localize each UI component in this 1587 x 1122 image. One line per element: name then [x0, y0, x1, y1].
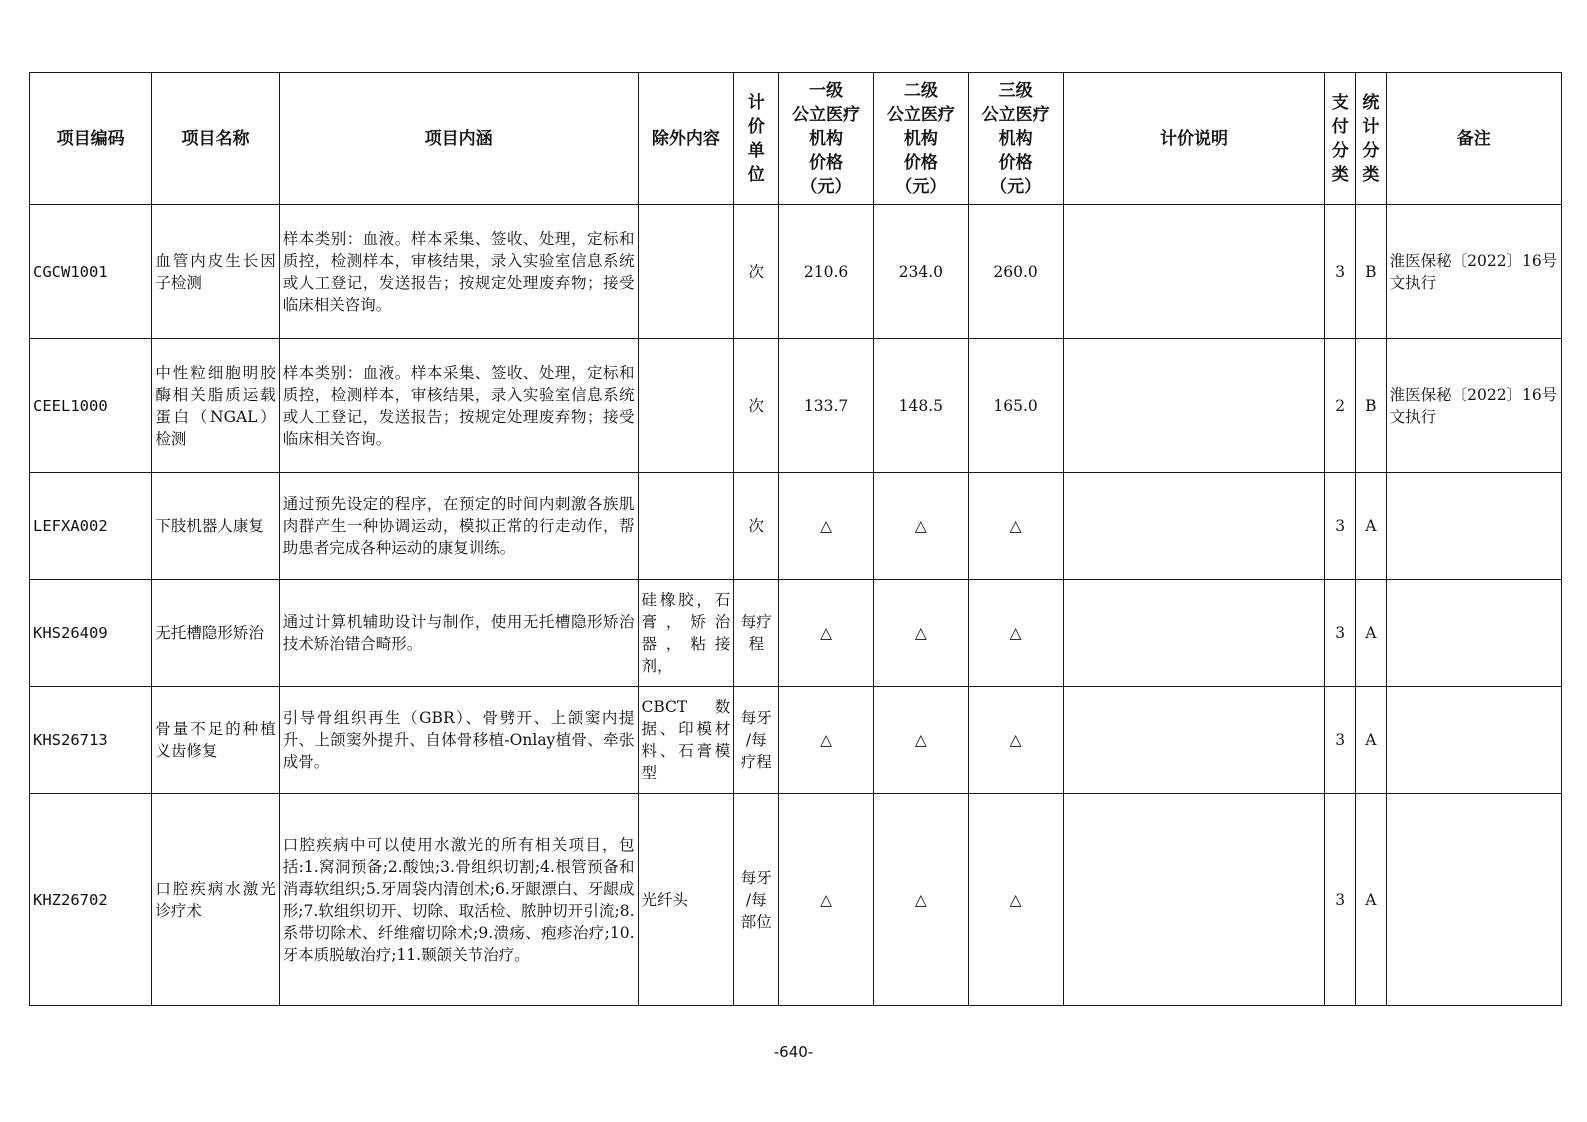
item-pricing-note [1063, 205, 1325, 339]
item-statistics-class: B [1356, 205, 1387, 339]
item-content: 引导骨组织再生（GBR）、骨劈开、上颌窦内提升、上颌窦外提升、自体骨移植-Onlay植骨、牵张成骨。 [279, 687, 638, 794]
item-content: 通过预先设定的程序，在预定的时间内刺激各族肌肉群产生一种协调运动，模拟正常的行走动作，帮助患者完成各种运动的康复训练。 [279, 473, 638, 580]
item-price-level1: △ [779, 580, 874, 687]
item-code: CEEL1000 [30, 339, 152, 473]
item-name: 骨量不足的种植义齿修复 [152, 687, 279, 794]
table-row [30, 687, 1562, 794]
item-code: KHS26713 [30, 687, 152, 794]
header-row [30, 73, 1562, 205]
item-price-level3: △ [968, 580, 1063, 687]
item-payment-class: 2 [1325, 339, 1356, 473]
item-price-level1: △ [779, 794, 874, 1006]
header-unit: 计 价 单 位 [734, 73, 779, 205]
item-code: CGCW1001 [30, 205, 152, 339]
item-pricing-note [1063, 794, 1325, 1006]
item-remark [1386, 687, 1561, 794]
item-remark [1386, 473, 1561, 580]
item-price-level1: 210.6 [779, 205, 874, 339]
item-price-level3: 260.0 [968, 205, 1063, 339]
item-code: KHZ26702 [30, 794, 152, 1006]
item-unit: 次 [734, 205, 779, 339]
table-row [30, 580, 1562, 687]
header-price-level2: 二级 公立医疗 机构 价格 （元） [873, 73, 968, 205]
item-price-level1: △ [779, 687, 874, 794]
item-pricing-note [1063, 473, 1325, 580]
item-pricing-note [1063, 580, 1325, 687]
item-price-level3: △ [968, 473, 1063, 580]
item-payment-class: 3 [1325, 473, 1356, 580]
table-row [30, 794, 1562, 1006]
item-remark: 淮医保秘〔2022〕16号文执行 [1386, 339, 1561, 473]
item-payment-class: 3 [1325, 794, 1356, 1006]
item-remark: 淮医保秘〔2022〕16号文执行 [1386, 205, 1561, 339]
item-pricing-note [1063, 687, 1325, 794]
item-name: 下肢机器人康复 [152, 473, 279, 580]
item-statistics-class: A [1356, 794, 1387, 1006]
item-unit: 每牙 /每 部位 [734, 794, 779, 1006]
header-price-level3: 三级 公立医疗 机构 价格 （元） [968, 73, 1063, 205]
item-content: 通过计算机辅助设计与制作，使用无托槽隐形矫治技术矫治错合畸形。 [279, 580, 638, 687]
item-statistics-class: A [1356, 580, 1387, 687]
header-price-level1: 一级 公立医疗 机构 价格 （元） [779, 73, 874, 205]
item-price-level2: △ [873, 794, 968, 1006]
item-excluded: 光纤头 [638, 794, 734, 1006]
item-unit: 每疗 程 [734, 580, 779, 687]
header-name: 项目名称 [152, 73, 279, 205]
item-remark [1386, 794, 1561, 1006]
header-code: 项目编码 [30, 73, 152, 205]
item-excluded [638, 473, 734, 580]
item-price-level2: △ [873, 687, 968, 794]
item-code: KHS26409 [30, 580, 152, 687]
item-unit: 次 [734, 339, 779, 473]
item-code: LEFXA002 [30, 473, 152, 580]
item-price-level3: △ [968, 794, 1063, 1006]
header-content: 项目内涵 [279, 73, 638, 205]
item-payment-class: 3 [1325, 205, 1356, 339]
header-statistics-class: 统 计 分 类 [1356, 73, 1387, 205]
item-name: 中性粒细胞明胶酶相关脂质运载蛋白（NGAL）检测 [152, 339, 279, 473]
item-price-level2: 234.0 [873, 205, 968, 339]
item-payment-class: 3 [1325, 687, 1356, 794]
pricing-table [29, 72, 1562, 1006]
item-price-level1: 133.7 [779, 339, 874, 473]
header-excluded: 除外内容 [638, 73, 734, 205]
item-statistics-class: A [1356, 687, 1387, 794]
item-pricing-note [1063, 339, 1325, 473]
item-price-level2: △ [873, 580, 968, 687]
item-name: 无托槽隐形矫治 [152, 580, 279, 687]
item-statistics-class: B [1356, 339, 1387, 473]
item-remark [1386, 580, 1561, 687]
item-excluded: CBCT数据、印模材料、石膏模型 [638, 687, 734, 794]
item-excluded: 硅橡胶，石膏，矫治器，粘接剂， [638, 580, 734, 687]
item-name: 口腔疾病水激光诊疗术 [152, 794, 279, 1006]
table-row [30, 473, 1562, 580]
item-payment-class: 3 [1325, 580, 1356, 687]
item-content: 样本类别：血液。样本采集、签收、处理，定标和质控，检测样本，审核结果，录入实验室信息系统或人工登记，发送报告；按规定处理废弃物；接受临床相关咨询。 [279, 205, 638, 339]
item-content: 样本类别：血液。样本采集、签收、处理，定标和质控，检测样本，审核结果，录入实验室信息系统或人工登记，发送报告；按规定处理废弃物；接受临床相关咨询。 [279, 339, 638, 473]
item-unit: 次 [734, 473, 779, 580]
header-payment-class: 支 付 分 类 [1325, 73, 1356, 205]
item-price-level1: △ [779, 473, 874, 580]
header-pricing-note: 计价说明 [1063, 73, 1325, 205]
page-number: -640- [773, 1043, 814, 1061]
item-price-level2: △ [873, 473, 968, 580]
item-content: 口腔疾病中可以使用水激光的所有相关项目，包括:1.窝洞预备;2.酸蚀;3.骨组织切割;4.根管预备和消毒软组织;5.牙周袋内清创术;6.牙龈漂白、牙龈成形;7.软组织切开、切除、取活检、脓肿切开引流;8.系带切除术、纤维瘤切除术;9.溃疡、疱疹治疗;10.牙本质脱敏治疗;11.颞颌关节治疗。 [279, 794, 638, 1006]
item-statistics-class: A [1356, 473, 1387, 580]
table-row [30, 339, 1562, 473]
item-excluded [638, 339, 734, 473]
item-price-level2: 148.5 [873, 339, 968, 473]
item-price-level3: 165.0 [968, 339, 1063, 473]
item-name: 血管内皮生长因子检测 [152, 205, 279, 339]
header-remarks: 备注 [1386, 73, 1561, 205]
item-price-level3: △ [968, 687, 1063, 794]
item-excluded [638, 205, 734, 339]
item-unit: 每牙 /每 疗程 [734, 687, 779, 794]
table-row [30, 205, 1562, 339]
